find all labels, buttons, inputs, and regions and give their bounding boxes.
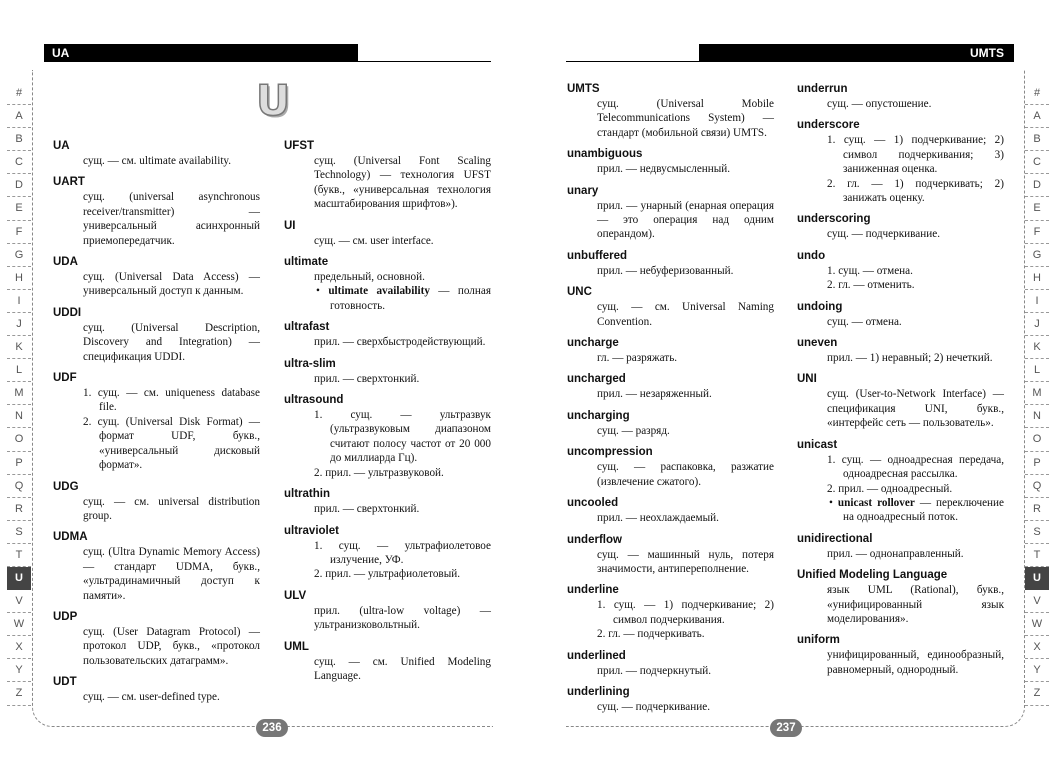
left-running-head: UA xyxy=(52,46,70,60)
entry-headword: underscoring xyxy=(797,213,871,226)
dictionary-entry xyxy=(53,610,260,668)
alphabet-tab-t[interactable]: T xyxy=(1025,544,1049,567)
dictionary-entry xyxy=(284,255,491,313)
entry-definition: унифицированный, единообразный, равномерный, однородный. xyxy=(827,649,1004,676)
left-header-rule xyxy=(358,61,491,62)
entry-definition: прил. — неохлаждаемый. xyxy=(597,512,719,525)
alphabet-tab-v[interactable]: V xyxy=(1025,590,1049,613)
entry-headword: UDMA xyxy=(53,531,88,544)
entry-definition: сущ. — отмена. xyxy=(827,315,902,328)
entry-headword: uncooled xyxy=(567,497,619,510)
alphabet-tab-x[interactable]: X xyxy=(1025,636,1049,659)
entry-definition: сущ. (User Datagram Protocol) — протокол UDP, букв., «протокол пользовательских датаграмм». xyxy=(83,625,260,667)
dictionary-entry xyxy=(284,139,491,212)
alphabet-tab-q[interactable]: Q xyxy=(1025,475,1049,498)
right-page-number: 237 xyxy=(770,719,802,737)
entry-headword: unary xyxy=(567,184,599,197)
entry-definition: прил. — небуферизованный. xyxy=(597,264,734,277)
entry-sense: 1. сущ. — ультразвук (ультразвуковым диапазоном считают полосу частот от 20 000 до миллиарда Гц). xyxy=(314,409,491,465)
dictionary-entry xyxy=(53,480,260,524)
entry-headword: ultra-slim xyxy=(284,357,336,370)
entry-collocation: • ultimate availability — полная готовность. xyxy=(316,285,491,312)
entry-headword: unbuffered xyxy=(567,249,628,262)
alphabet-tab-e[interactable]: E xyxy=(1025,197,1049,220)
entry-headword: undoing xyxy=(797,300,843,313)
dictionary-entry xyxy=(567,445,774,489)
entry-definition: сущ. (User-to-Network Interface) — спецификация UNI, букв., «интерфейс сеть — пользователь». xyxy=(827,388,1004,430)
dictionary-entry xyxy=(53,139,260,168)
alphabet-tab-p[interactable]: P xyxy=(1025,452,1049,475)
entry-definition: сущ. — подчеркивание. xyxy=(597,700,710,713)
entry-headword: undo xyxy=(797,249,826,262)
left-column-2 xyxy=(284,139,491,690)
left-page-number: 236 xyxy=(256,719,288,737)
alphabet-tab-q[interactable]: Q xyxy=(7,475,31,498)
entry-headword: UNI xyxy=(797,373,817,386)
entry-sense: 1. сущ. — см. uniqueness database file. xyxy=(83,387,260,414)
entry-sense: 1. сущ. — одноадресная передача, одноадресная рассылка. xyxy=(827,453,1004,481)
entry-sense: 1. сущ. — 1) подчеркивание; 2) символ подчеркивания. xyxy=(597,599,774,626)
dictionary-entry xyxy=(53,371,260,472)
entry-definition: сущ. (universal asynchronous receiver/transmitter) — универсальный асинхронный приемопередатчик. xyxy=(83,191,260,247)
entry-definition: прил. — сверхтонкий. xyxy=(314,503,420,516)
dictionary-entry xyxy=(53,675,260,704)
entry-headword: UDA xyxy=(53,256,78,269)
right-running-head: UMTS xyxy=(970,46,1004,60)
alphabet-tab-g[interactable]: G xyxy=(1025,244,1049,267)
alphabet-tab-c[interactable]: C xyxy=(7,151,31,174)
entry-headword: unidirectional xyxy=(797,532,873,545)
dictionary-entry xyxy=(567,583,774,641)
entry-headword: UMTS xyxy=(567,83,600,95)
alphabet-tab-y[interactable]: Y xyxy=(1025,659,1049,682)
entry-definition: прил. — однонаправленный. xyxy=(827,547,964,560)
entry-headword: uneven xyxy=(797,337,838,350)
entry-headword: UART xyxy=(53,176,85,189)
dictionary-entry xyxy=(53,530,260,603)
dictionary-entry xyxy=(53,175,260,248)
entry-definition: сущ. — подчеркивание. xyxy=(827,228,940,241)
entry-definition: прил. — недвусмысленный. xyxy=(597,163,731,176)
alphabet-tab-s[interactable]: S xyxy=(1025,521,1049,544)
dictionary-entry xyxy=(284,524,491,582)
entry-definition: сущ. (Universal Font Scaling Technology) — технология UFST (букв., «универсальная технология масштабирования шрифтов»). xyxy=(314,155,491,211)
alphabet-tab-f[interactable]: F xyxy=(7,221,31,244)
dictionary-entry xyxy=(567,184,774,242)
dictionary-entry xyxy=(797,82,1004,111)
alphabet-tab-d[interactable]: D xyxy=(1025,174,1049,197)
entry-sense: 2. гл. — подчеркивать. xyxy=(597,628,705,641)
entry-headword: ultrathin xyxy=(284,488,330,501)
dictionary-entry xyxy=(284,640,491,684)
alphabet-tab-u[interactable]: U xyxy=(1025,567,1049,590)
left-column-1 xyxy=(53,139,260,712)
entry-definition: сущ. — см. Unified Modeling Language. xyxy=(314,655,491,682)
entry-definition: сущ. — см. universal distribution group. xyxy=(83,495,260,522)
dictionary-entry xyxy=(567,496,774,525)
alphabet-tab-p[interactable]: P xyxy=(7,452,31,475)
entry-headword: uncharge xyxy=(567,337,619,350)
entry-definition: сущ. — см. user-defined type. xyxy=(83,691,220,704)
left-running-head-bar xyxy=(44,44,358,62)
dictionary-entry xyxy=(567,249,774,278)
entry-headword: ultrasound xyxy=(284,394,344,407)
entry-definition: прил. (ultra-low voltage) — ультранизковольтный. xyxy=(314,604,491,632)
entry-headword: unambiguous xyxy=(567,148,643,161)
dictionary-entry xyxy=(284,357,491,386)
entry-headword: underlined xyxy=(567,649,626,662)
alphabet-tab-m[interactable]: M xyxy=(7,382,31,405)
dictionary-entry xyxy=(284,219,491,248)
right-column-1 xyxy=(567,82,774,721)
alphabet-tab-o[interactable]: O xyxy=(7,428,31,451)
collocation-term: unicast rollover xyxy=(837,496,915,509)
alphabet-tab-a[interactable]: A xyxy=(1025,105,1049,128)
entry-headword: unicast xyxy=(797,438,838,451)
entry-definition: предельный, основной. xyxy=(314,271,425,284)
entry-headword: uncharging xyxy=(567,409,630,422)
alphabet-tab-k[interactable]: K xyxy=(7,336,31,359)
dictionary-entry xyxy=(797,438,1004,525)
alphabet-tab-z[interactable]: Z xyxy=(7,682,31,705)
alphabet-tab-a[interactable]: A xyxy=(7,105,31,128)
entry-sense: 2. прил. — ультразвуковой. xyxy=(314,466,444,479)
dictionary-entry xyxy=(797,372,1004,430)
dictionary-entry xyxy=(797,633,1004,677)
entry-headword: underrun xyxy=(797,83,848,95)
dictionary-entry xyxy=(53,306,260,364)
alphabet-tab-o[interactable]: O xyxy=(1025,428,1049,451)
right-column-2 xyxy=(797,82,1004,684)
alphabet-tab-w[interactable]: W xyxy=(7,613,31,636)
alphabet-tab-k[interactable]: K xyxy=(1025,336,1049,359)
dictionary-entry xyxy=(567,147,774,176)
entry-headword: ultraviolet xyxy=(284,524,339,537)
entry-definition: прил. — незаряженный. xyxy=(597,388,712,401)
dictionary-entry xyxy=(53,255,260,299)
entry-definition: прил. — унарный (енарная операция — это операция над одним операндом). xyxy=(597,199,774,241)
entry-definition: сущ. (Universal Data Access) — универсальный доступ к данным. xyxy=(83,271,260,298)
alphabet-tab-m[interactable]: M xyxy=(1025,382,1049,405)
entry-definition: гл. — разряжать. xyxy=(597,352,678,365)
dictionary-entry xyxy=(567,285,774,329)
alphabet-tab-y[interactable]: Y xyxy=(7,659,31,682)
collocation-term: ultimate availability xyxy=(328,285,430,298)
entry-sense: 1. сущ. — отмена. xyxy=(827,264,913,277)
dictionary-entry xyxy=(567,649,774,678)
dictionary-entry xyxy=(567,685,774,714)
alphabet-tab-h[interactable]: H xyxy=(7,267,31,290)
entry-sense: 2. сущ. (Universal Disk Format) — формат UDF, букв., «универсальный дисковый формат». xyxy=(83,415,260,472)
entry-headword: ultimate xyxy=(284,256,329,269)
entry-headword: underline xyxy=(567,584,619,597)
entry-headword: UML xyxy=(284,640,309,653)
alphabet-tab-x[interactable]: X xyxy=(7,636,31,659)
entry-definition: сущ. — распаковка, разжатие (извлечение сжатого). xyxy=(597,461,774,488)
dictionary-entry xyxy=(284,393,491,480)
dictionary-entry xyxy=(797,249,1004,293)
entry-headword: UDG xyxy=(53,480,79,493)
alphabet-tabs-left xyxy=(7,82,31,706)
alphabet-tab-e[interactable]: E xyxy=(7,197,31,220)
alphabet-tab-t[interactable]: T xyxy=(7,544,31,567)
alphabet-tab-d[interactable]: D xyxy=(7,174,31,197)
entry-sense: 1. сущ. — 1) подчеркивание; 2) символ подчеркивания; 3) заниженная оценка. xyxy=(827,134,1004,176)
entry-definition: язык UML (Rational), букв., «унифицированный язык моделирования». xyxy=(827,584,1004,625)
entry-definition: сущ. (Universal Description, Discovery and Integration) — спецификация UDDI. xyxy=(83,321,260,363)
section-letter-u: U xyxy=(256,76,291,125)
entry-sense: 2. прил. — одноадресный. xyxy=(827,482,953,495)
dictionary-entry xyxy=(797,532,1004,561)
alphabet-tab-n[interactable]: N xyxy=(1025,405,1049,428)
entry-headword: ultrafast xyxy=(284,321,330,334)
alphabet-tab-r[interactable]: R xyxy=(7,498,31,521)
alphabet-tab-l[interactable]: L xyxy=(1025,359,1049,382)
dictionary-entry xyxy=(797,300,1004,329)
entry-headword: uncompression xyxy=(567,446,653,459)
dictionary-entry xyxy=(567,336,774,365)
entry-headword: uniform xyxy=(797,634,840,647)
alphabet-tab-z[interactable]: Z xyxy=(1025,682,1049,705)
alphabet-tab-h[interactable]: H xyxy=(1025,267,1049,290)
alphabet-tab-w[interactable]: W xyxy=(1025,613,1049,636)
dictionary-entry xyxy=(567,82,774,140)
entry-definition: сущ. — опустошение. xyxy=(827,98,932,110)
entry-headword: UDDI xyxy=(53,306,82,319)
alphabet-tab-s[interactable]: S xyxy=(7,521,31,544)
alphabet-tab-g[interactable]: G xyxy=(7,244,31,267)
dictionary-entry xyxy=(567,409,774,438)
entry-headword: underlining xyxy=(567,685,630,698)
entry-sense: 1. сущ. — ультрафиолетовое излучение, УФ. xyxy=(314,539,491,566)
entry-definition: прил. — 1) неравный; 2) нечеткий. xyxy=(827,352,993,365)
dictionary-entry xyxy=(284,487,491,516)
alphabet-tabs-right xyxy=(1025,82,1049,706)
entry-headword: UNC xyxy=(567,286,592,299)
entry-headword: UDF xyxy=(53,372,77,385)
entry-headword: ULV xyxy=(284,589,307,602)
entry-definition: сущ. — см. ultimate availability. xyxy=(83,155,232,167)
entry-headword: UA xyxy=(53,140,70,152)
entry-definition: сущ. — разряд. xyxy=(597,424,670,437)
right-header-rule xyxy=(566,61,699,62)
entry-sense: 2. гл. — отменить. xyxy=(827,279,915,292)
alphabet-tab-u[interactable]: U xyxy=(7,567,31,590)
alphabet-tab-j[interactable]: J xyxy=(1025,313,1049,336)
alphabet-tab-r[interactable]: R xyxy=(1025,498,1049,521)
entry-definition: сущ. (Universal Mobile Telecommunications System) — стандарт (мобильной связи) UMTS. xyxy=(597,98,774,139)
entry-definition: прил. — сверхбыстродействующий. xyxy=(314,336,486,349)
dictionary-entry xyxy=(284,589,491,633)
alphabet-tab-b[interactable]: B xyxy=(7,128,31,151)
collocation-definition: — полная готовность. xyxy=(330,285,491,312)
entry-definition: сущ. — машинный нуль, потеря значимости, антипереполнение. xyxy=(597,548,774,575)
dictionary-entry xyxy=(567,533,774,577)
entry-sense: 2. прил. — ультрафиолетовый. xyxy=(314,568,461,581)
dictionary-entry xyxy=(284,320,491,349)
alphabet-tab-i[interactable]: I xyxy=(1025,290,1049,313)
entry-headword: underflow xyxy=(567,533,622,546)
entry-definition: сущ. — см. user interface. xyxy=(314,234,434,247)
collocation-definition: — переключение на одноадресный поток. xyxy=(843,496,1004,524)
alphabet-tab-c[interactable]: C xyxy=(1025,151,1049,174)
alphabet-tab-hash[interactable]: # xyxy=(1025,82,1049,105)
entry-definition: прил. — подчеркнутый. xyxy=(597,664,712,677)
entry-definition: сущ. — см. Universal Naming Convention. xyxy=(597,301,774,328)
alphabet-tab-v[interactable]: V xyxy=(7,590,31,613)
alphabet-tab-l[interactable]: L xyxy=(7,359,31,382)
entry-headword: uncharged xyxy=(567,373,626,386)
alphabet-tab-hash[interactable]: # xyxy=(7,82,31,105)
dictionary-entry xyxy=(567,372,774,401)
dictionary-entry xyxy=(797,118,1004,205)
dictionary-entry xyxy=(797,336,1004,365)
entry-headword: UDT xyxy=(53,676,77,689)
entry-definition: сущ. (Ultra Dynamic Memory Access) — стандарт UDMA, букв., «ультрадинамичный доступ к памяти». xyxy=(83,546,260,602)
entry-headword: Unified Modeling Language xyxy=(797,569,948,582)
dictionary-entry xyxy=(797,568,1004,626)
entry-definition: прил. — сверхтонкий. xyxy=(314,372,420,385)
entry-collocation: • unicast rollover — переключение на одноадресный поток. xyxy=(829,496,1004,524)
right-running-head-bar xyxy=(699,44,1014,62)
alphabet-tab-n[interactable]: N xyxy=(7,405,31,428)
entry-headword: UDP xyxy=(53,610,78,623)
alphabet-tab-j[interactable]: J xyxy=(7,313,31,336)
entry-headword: UI xyxy=(284,219,296,232)
alphabet-tab-i[interactable]: I xyxy=(7,290,31,313)
entry-sense: 2. гл. — 1) подчеркивать; 2) занижать оценку. xyxy=(827,177,1004,205)
alphabet-tab-f[interactable]: F xyxy=(1025,221,1049,244)
dictionary-entry xyxy=(797,212,1004,241)
entry-headword: UFST xyxy=(284,140,315,152)
entry-headword: underscore xyxy=(797,119,860,132)
alphabet-tab-b[interactable]: B xyxy=(1025,128,1049,151)
